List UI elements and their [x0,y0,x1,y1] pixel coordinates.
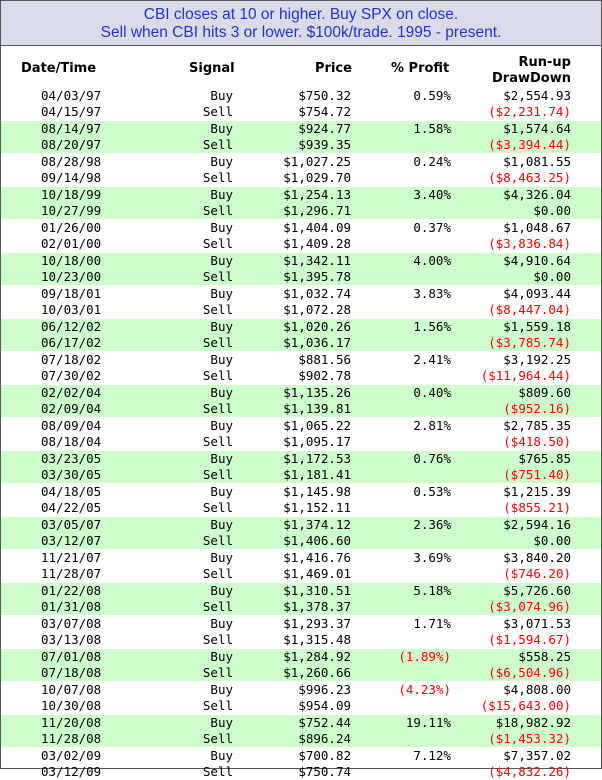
cell-profit: 2.36% [413,517,451,532]
cell-signal: Sell [202,500,233,515]
cell-runup: $2,554.93 [503,88,571,103]
cell-runup: $1,048.67 [503,220,571,235]
cell-price: $1,145.98 [283,484,351,499]
cell-date: 03/23/05 [41,451,102,466]
cell-date: 10/18/00 [41,253,102,268]
cell-price: $1,152.11 [283,500,351,515]
column-header-drawdown: DrawDown [492,71,571,86]
cell-drawdown: $0.00 [533,203,571,218]
cell-date: 10/30/08 [41,698,102,713]
table-row-sell [1,368,601,384]
cell-date: 03/05/07 [41,517,102,532]
cell-date: 03/02/09 [41,748,102,763]
cell-profit: 0.76% [413,451,451,466]
cell-price: $750.74 [298,764,351,779]
cell-signal: Buy [210,352,233,367]
cell-date: 08/18/04 [41,434,102,449]
cell-signal: Buy [210,418,233,433]
cell-signal: Buy [210,682,233,697]
table-row-sell [1,566,601,582]
cell-signal: Sell [202,335,233,350]
cell-drawdown: ($2,231.74) [488,104,571,119]
cell-drawdown: ($6,504.96) [488,665,571,680]
table-row-buy [1,121,601,137]
table-row-sell [1,731,601,747]
cell-date: 03/07/08 [41,616,102,631]
column-header-runup: Run-up [518,55,571,70]
cell-price: $1,315.48 [283,632,351,647]
cell-drawdown: ($1,594.67) [488,632,571,647]
table-row-sell [1,104,601,120]
table-row-buy [1,715,601,731]
title-line-2: Sell when CBI hits 3 or lower. $100k/trade. 1995 - present. [100,24,502,41]
cell-date: 10/27/99 [41,203,102,218]
trade-pair [1,252,601,285]
cell-price: $1,416.76 [283,550,351,565]
trades-table-body [1,88,601,780]
cell-signal: Sell [202,203,233,218]
table-row-sell [1,302,601,318]
cell-profit: 3.69% [413,550,451,565]
cell-price: $1,029.70 [283,170,351,185]
cell-signal: Sell [202,665,233,680]
cell-date: 10/18/99 [41,187,102,202]
cell-runup: $4,093.44 [503,286,571,301]
cell-profit: 5.18% [413,583,451,598]
cell-drawdown: $0.00 [533,533,571,548]
column-header-date: Date/Time [21,61,97,76]
trade-pair [1,549,601,582]
cell-runup: $3,071.53 [503,616,571,631]
cell-signal: Buy [210,253,233,268]
table-row-buy [1,583,601,599]
cell-runup: $5,726.60 [503,583,571,598]
cell-price: $1,296.71 [283,203,351,218]
cell-price: $881.56 [298,352,351,367]
cell-signal: Buy [210,154,233,169]
cell-drawdown: $0.00 [533,269,571,284]
cell-price: $1,135.26 [283,385,351,400]
cell-date: 02/09/04 [41,401,102,416]
cell-profit: (1.89%) [398,649,451,664]
cell-date: 10/07/08 [41,682,102,697]
table-row-sell [1,203,601,219]
cell-runup: $3,840.20 [503,550,571,565]
cell-date: 08/20/97 [41,137,102,152]
cell-price: $1,395.78 [283,269,351,284]
table-row-buy [1,616,601,632]
cell-date: 02/02/04 [41,385,102,400]
cell-date: 11/20/08 [41,715,102,730]
cell-price: $750.32 [298,88,351,103]
table-row-buy [1,682,601,698]
table-row-sell [1,137,601,153]
cell-profit: 7.12% [413,748,451,763]
cell-price: $1,020.26 [283,319,351,334]
cell-price: $1,181.41 [283,467,351,482]
cell-drawdown: ($855.21) [503,500,571,515]
table-row-sell [1,632,601,648]
cell-signal: Buy [210,550,233,565]
cell-price: $924.77 [298,121,351,136]
table-row-sell [1,665,601,681]
table-row-sell [1,500,601,516]
cell-drawdown: ($11,964.44) [480,368,571,383]
table-row-buy [1,253,601,269]
cell-signal: Sell [202,632,233,647]
cell-price: $754.72 [298,104,351,119]
cell-signal: Buy [210,616,233,631]
cell-profit: 1.71% [413,616,451,631]
cell-runup: $765.85 [518,451,571,466]
cell-date: 09/18/01 [41,286,102,301]
cell-date: 03/12/07 [41,533,102,548]
trade-pair [1,285,601,318]
trade-pair [1,648,601,681]
cell-date: 10/03/01 [41,302,102,317]
table-row-buy [1,451,601,467]
table-row-buy [1,319,601,335]
table-row-sell [1,401,601,417]
cell-date: 11/28/07 [41,566,102,581]
trade-pair [1,582,601,615]
cell-runup: $1,215.39 [503,484,571,499]
cell-date: 11/21/07 [41,550,102,565]
cell-signal: Sell [202,236,233,251]
cell-signal: Buy [210,748,233,763]
cell-signal: Sell [202,698,233,713]
cell-signal: Sell [202,170,233,185]
cell-profit: 1.58% [413,121,451,136]
cell-price: $1,027.25 [283,154,351,169]
cell-runup: $1,559.18 [503,319,571,334]
cell-price: $752.44 [298,715,351,730]
cell-price: $896.24 [298,731,351,746]
trade-pair [1,516,601,549]
cell-profit: 0.53% [413,484,451,499]
trade-pair [1,219,601,252]
cell-signal: Sell [202,302,233,317]
trade-pair [1,747,601,780]
table-row-buy [1,649,601,665]
cell-date: 08/14/97 [41,121,102,136]
cell-date: 08/28/98 [41,154,102,169]
cell-price: $1,139.81 [283,401,351,416]
cell-profit: 0.40% [413,385,451,400]
cell-price: $700.82 [298,748,351,763]
cell-date: 03/30/05 [41,467,102,482]
trade-pair [1,714,601,747]
table-row-sell [1,533,601,549]
trade-pair [1,351,601,384]
cell-runup: $3,192.25 [503,352,571,367]
cell-date: 03/13/08 [41,632,102,647]
cell-profit: 1.56% [413,319,451,334]
cell-signal: Buy [210,649,233,664]
cell-runup: $4,910.64 [503,253,571,268]
cell-signal: Buy [210,583,233,598]
cell-drawdown: ($8,447.04) [488,302,571,317]
cell-runup: $558.25 [518,649,571,664]
cell-date: 01/31/08 [41,599,102,614]
cell-drawdown: ($746.20) [503,566,571,581]
cell-price: $939.35 [298,137,351,152]
cell-date: 04/22/05 [41,500,102,515]
table-row-buy [1,550,601,566]
cell-price: $1,032.74 [283,286,351,301]
cell-signal: Sell [202,566,233,581]
cell-runup: $2,594.16 [503,517,571,532]
trade-pair [1,483,601,516]
cell-price: $1,293.37 [283,616,351,631]
cell-price: $1,065.22 [283,418,351,433]
table-row-buy [1,220,601,236]
cell-date: 10/23/00 [41,269,102,284]
cell-date: 01/26/00 [41,220,102,235]
cell-date: 04/15/97 [41,104,102,119]
cell-signal: Buy [210,220,233,235]
table-row-sell [1,467,601,483]
cell-profit: 0.37% [413,220,451,235]
cell-drawdown: ($418.50) [503,434,571,449]
column-header-signal: Signal [189,61,235,76]
cell-signal: Buy [210,187,233,202]
trade-pair [1,450,601,483]
cell-date: 01/22/08 [41,583,102,598]
cell-date: 02/01/00 [41,236,102,251]
cell-runup: $4,808.00 [503,682,571,697]
cell-date: 07/18/08 [41,665,102,680]
cell-drawdown: ($1,453.32) [488,731,571,746]
cell-drawdown: ($4,832.26) [488,764,571,779]
cell-date: 08/09/04 [41,418,102,433]
cell-signal: Sell [202,104,233,119]
table-row-sell [1,764,601,780]
cell-profit: 19.11% [405,715,451,730]
title-line-1: CBI closes at 10 or higher. Buy SPX on close. [143,6,459,23]
table-row-buy [1,418,601,434]
table-row-buy [1,154,601,170]
cell-drawdown: ($3,074.96) [488,599,571,614]
cell-signal: Buy [210,319,233,334]
table-row-buy [1,748,601,764]
table-row-sell [1,269,601,285]
cell-profit: 3.83% [413,286,451,301]
cell-price: $1,254.13 [283,187,351,202]
column-header-profit: % Profit [391,61,450,76]
cell-price: $1,406.60 [283,533,351,548]
cell-runup: $7,357.02 [503,748,571,763]
cell-signal: Buy [210,715,233,730]
table-row-sell [1,599,601,615]
cell-date: 11/28/08 [41,731,102,746]
cell-price: $1,342.11 [283,253,351,268]
cell-signal: Sell [202,401,233,416]
cell-signal: Sell [202,731,233,746]
cell-signal: Sell [202,434,233,449]
column-header-runup-drawdown [492,55,571,87]
cell-signal: Buy [210,88,233,103]
cell-price: $1,036.17 [283,335,351,350]
table-row-sell [1,236,601,252]
cell-date: 06/17/02 [41,335,102,350]
cell-drawdown: ($3,785.74) [488,335,571,350]
cell-signal: Buy [210,286,233,301]
cell-profit: (4.23%) [398,682,451,697]
cell-drawdown: ($751.40) [503,467,571,482]
cell-drawdown: ($8,463.25) [488,170,571,185]
cell-signal: Buy [210,121,233,136]
cell-drawdown: ($952.16) [503,401,571,416]
cell-signal: Sell [202,269,233,284]
trade-pair [1,318,601,351]
cell-signal: Buy [210,451,233,466]
cell-signal: Sell [202,467,233,482]
cell-price: $1,409.28 [283,236,351,251]
cell-price: $1,378.37 [283,599,351,614]
cell-date: 04/18/05 [41,484,102,499]
table-row-buy [1,352,601,368]
cell-price: $1,260.66 [283,665,351,680]
table-row-sell [1,335,601,351]
table-row-buy [1,517,601,533]
trade-pair [1,417,601,450]
table-row-sell [1,434,601,450]
cell-date: 03/12/09 [41,764,102,779]
cell-signal: Sell [202,137,233,152]
cell-price: $1,172.53 [283,451,351,466]
cell-signal: Buy [210,484,233,499]
cell-profit: 2.81% [413,418,451,433]
cell-runup: $4,326.04 [503,187,571,202]
cell-runup: $18,982.92 [495,715,571,730]
cell-price: $1,095.17 [283,434,351,449]
cell-runup: $1,574.64 [503,121,571,136]
cell-price: $996.23 [298,682,351,697]
cell-date: 07/01/08 [41,649,102,664]
cell-runup: $1,081.55 [503,154,571,169]
cell-drawdown: ($15,643.00) [480,698,571,713]
cell-date: 09/14/98 [41,170,102,185]
cell-profit: 0.24% [413,154,451,169]
trade-pair [1,186,601,219]
report-title-banner [1,1,601,46]
cell-price: $1,374.12 [283,517,351,532]
table-row-buy [1,484,601,500]
cell-price: $1,310.51 [283,583,351,598]
table-row-buy [1,385,601,401]
cell-signal: Sell [202,533,233,548]
cell-date: 06/12/02 [41,319,102,334]
cell-signal: Buy [210,517,233,532]
cell-profit: 0.59% [413,88,451,103]
table-row-buy [1,286,601,302]
trade-pair [1,681,601,714]
table-row-buy [1,88,601,104]
cell-date: 07/18/02 [41,352,102,367]
table-row-sell [1,698,601,714]
cell-signal: Sell [202,368,233,383]
cell-drawdown: ($3,394.44) [488,137,571,152]
cell-runup: $809.60 [518,385,571,400]
cell-date: 07/30/02 [41,368,102,383]
cell-price: $1,284.92 [283,649,351,664]
trade-pair [1,120,601,153]
trade-pair [1,615,601,648]
cell-signal: Buy [210,385,233,400]
cell-price: $1,072.28 [283,302,351,317]
cell-signal: Sell [202,599,233,614]
trade-pair [1,153,601,186]
cell-profit: 3.40% [413,187,451,202]
cell-price: $1,404.09 [283,220,351,235]
trade-pair [1,88,601,120]
cell-profit: 2.41% [413,352,451,367]
cell-price: $902.78 [298,368,351,383]
cell-profit: 4.00% [413,253,451,268]
cell-signal: Sell [202,764,233,779]
cell-runup: $2,785.35 [503,418,571,433]
cell-price: $954.09 [298,698,351,713]
cell-price: $1,469.01 [283,566,351,581]
cell-drawdown: ($3,836.84) [488,236,571,251]
cell-date: 04/03/97 [41,88,102,103]
column-header-price: Price [315,61,352,76]
table-row-buy [1,187,601,203]
table-row-sell [1,170,601,186]
trade-pair [1,384,601,417]
